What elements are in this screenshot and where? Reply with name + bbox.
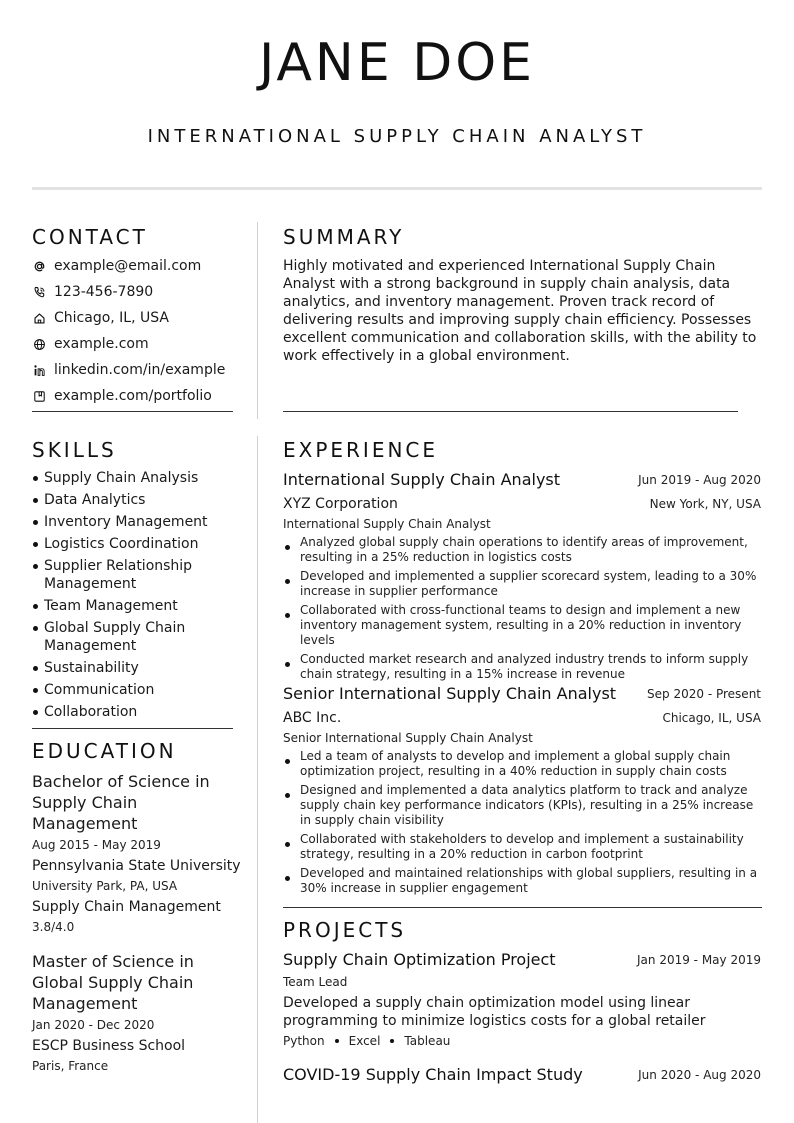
job-location: New York, NY, USA	[649, 497, 761, 511]
job-dates: Jun 2019 - Aug 2020	[638, 473, 761, 487]
separator-dot	[390, 1039, 394, 1043]
contact-email[interactable]	[32, 257, 201, 275]
tech-item: Excel	[348, 1034, 381, 1048]
skill-item: Collaboration	[32, 703, 232, 721]
job-company: XYZ Corporation	[283, 496, 398, 512]
contact-linkedin[interactable]	[32, 361, 225, 379]
education-gpa: 3.8/4.0	[32, 920, 75, 934]
job-title: Senior International Supply Chain Analyst	[283, 684, 617, 703]
column-divider-bottom	[257, 436, 258, 1123]
job-role: Senior International Supply Chain Analyst	[283, 731, 533, 745]
project-dates: Jan 2019 - May 2019	[637, 953, 761, 967]
education-field: Supply Chain Management	[32, 899, 221, 915]
education-dates: Jan 2020 - Dec 2020	[32, 1018, 155, 1032]
job-bullet: Collaborated with cross-functional teams to design and implement a new inventory management system, resulting in a 20% reduction in inventory levels	[283, 603, 761, 648]
job-company: ABC Inc.	[283, 710, 342, 726]
linkedin-text: linkedin.com/in/example	[54, 362, 226, 378]
job-role: International Supply Chain Analyst	[283, 517, 491, 531]
separator-dot	[335, 1039, 339, 1043]
experience-heading: EXPERIENCE	[283, 438, 439, 462]
phone-text: 123-456-7890	[54, 284, 154, 300]
column-divider-top	[257, 222, 258, 419]
skill-item: Team Management	[32, 597, 232, 615]
job-location: Chicago, IL, USA	[662, 711, 761, 725]
candidate-name: JANE DOE	[258, 33, 536, 93]
at-sign-icon	[32, 259, 46, 273]
summary-heading: SUMMARY	[283, 225, 405, 249]
education-school: ESCP Business School	[32, 1038, 186, 1054]
tech-item: Python	[283, 1034, 325, 1048]
job-bullet: Led a team of analysts to develop and implement a global supply chain optimization project, resulting in a 40% reduction in supply chain costs	[283, 749, 761, 779]
project-description: Developed a supply chain optimization model using linear programming to minimize logistics costs for a global retailer	[283, 995, 706, 1029]
contact-portfolio[interactable]	[32, 387, 212, 405]
portfolio-text: example.com/portfolio	[54, 388, 212, 404]
project-title: COVID-19 Supply Chain Impact Study	[283, 1065, 583, 1084]
job-bullet: Collaborated with stakeholders to develop and implement a sustainability strategy, resulting in a 20% reduction in carbon footprint	[283, 832, 761, 862]
job-dates: Sep 2020 - Present	[647, 687, 761, 701]
skill-item: Sustainability	[32, 659, 232, 677]
skills-divider	[32, 728, 233, 729]
education-heading: EDUCATION	[32, 739, 177, 763]
skill-item: Supplier Relationship Management	[32, 557, 232, 593]
contact-website[interactable]	[32, 335, 149, 353]
globe-icon	[32, 337, 46, 351]
job-bullets	[283, 535, 761, 686]
contact-divider	[32, 411, 233, 412]
contact-heading: CONTACT	[32, 225, 148, 249]
job-bullets	[283, 749, 761, 900]
job-bullet: Analyzed global supply chain operations to identify areas of improvement, resulting in a 25% reduction in logistics costs	[283, 535, 761, 565]
skill-item: Data Analytics	[32, 491, 232, 509]
education-location: Paris, France	[32, 1059, 109, 1073]
summary-text: Highly motivated and experienced International Supply Chain Analyst with a strong background in supply chain analysis, data analytics, and inventory management. Proven track record of delivering results and improving supply chain efficiency. Possesses excellent communication and collaboration skills, with the ability to work effectively in a global environment.	[283, 258, 757, 364]
phone-icon	[32, 285, 46, 299]
home-icon	[32, 311, 46, 325]
skill-item: Communication	[32, 681, 232, 699]
education-degree: Bachelor of Science in Supply Chain Management	[32, 772, 210, 833]
skill-item: Inventory Management	[32, 513, 232, 531]
website-text: example.com	[54, 336, 149, 352]
job-bullet: Designed and implemented a data analytics platform to track and analyze supply chain key performance indicators (KPIs), resulting in a 25% increase in supply chain visibility	[283, 783, 761, 828]
skill-item: Logistics Coordination	[32, 535, 232, 553]
email-text: example@email.com	[54, 258, 202, 274]
linkedin-icon	[32, 363, 46, 377]
job-bullet: Developed and maintained relationships with global suppliers, resulting in a 30% increase in supplier engagement	[283, 866, 761, 896]
education-location: University Park, PA, USA	[32, 879, 178, 893]
job-bullet: Developed and implemented a supplier scorecard system, leading to a 30% increase in supplier performance	[283, 569, 761, 599]
skills-heading: SKILLS	[32, 438, 117, 462]
tech-item: Tableau	[404, 1034, 451, 1048]
project-title: Supply Chain Optimization Project	[283, 950, 556, 969]
portfolio-icon	[32, 389, 46, 403]
education-dates: Aug 2015 - May 2019	[32, 838, 161, 852]
education-school: Pennsylvania State University	[32, 858, 241, 874]
skill-item: Supply Chain Analysis	[32, 469, 232, 487]
job-title: International Supply Chain Analyst	[283, 470, 561, 489]
education-degree: Master of Science in Global Supply Chain Management	[32, 952, 194, 1013]
header-divider	[32, 187, 762, 190]
skills-list	[32, 469, 232, 725]
projects-heading: PROJECTS	[283, 918, 407, 942]
project-dates: Jun 2020 - Aug 2020	[638, 1068, 761, 1082]
project-role: Team Lead	[283, 975, 348, 989]
experience-divider	[283, 907, 762, 908]
contact-location	[32, 309, 169, 327]
summary-divider	[283, 411, 738, 412]
project-tech-list	[283, 1033, 450, 1049]
job-bullet: Conducted market research and analyzed industry trends to inform supply chain strategy, resulting in a 15% increase in revenue	[283, 652, 761, 682]
skill-item: Global Supply Chain Management	[32, 619, 232, 655]
location-text: Chicago, IL, USA	[54, 310, 169, 326]
contact-phone[interactable]	[32, 283, 153, 301]
job-title-heading: INTERNATIONAL SUPPLY CHAIN ANALYST	[147, 126, 647, 147]
